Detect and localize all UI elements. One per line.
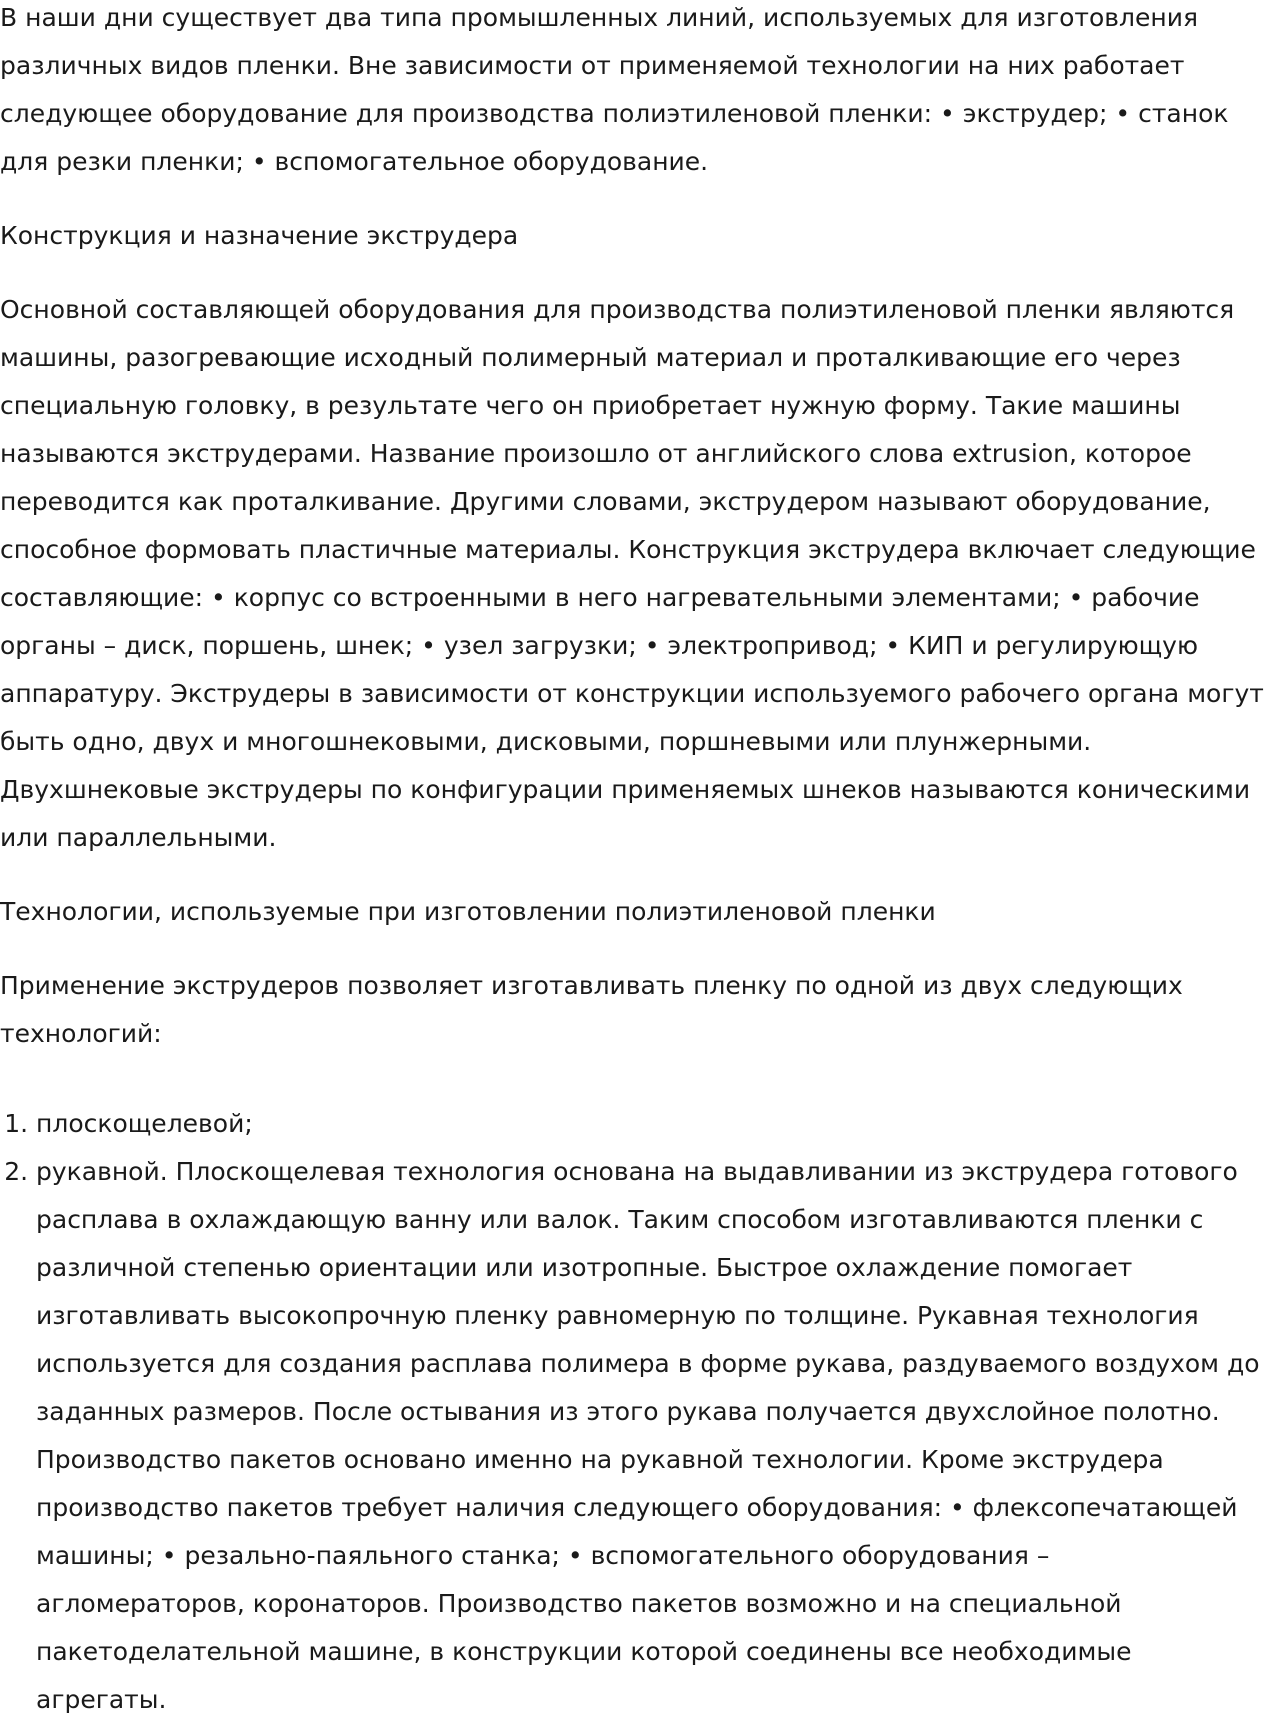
- technologies-list: [0, 1100, 1265, 1724]
- list-item: 2. рукавной. Плоскощелевая технология основана на выдавливании из экструдера готового расплава в охлаждающую ванну или валок. Таким способом изготавливаются пленки с различной степенью ориентации или изотропные. Быстрое охлаждение помогает изготавливать высокопрочную пленку равномерную по толщине. Рукавная технология используется для создания расплава полимера в форме рукава, раздуваемого воздухом до заданных размеров. После остывания из этого рукава получается двухслойное полотно. Производство пакетов основано именно на рукавной технологии. Кроме экструдера производство пакетов требует наличия следующего оборудования: • флексопечатающей машины; • резально-паяльного станка; • вспомогательного оборудования – агломераторов, коронаторов. Производство пакетов возможно и на специальной пакетоделательной машине, в конструкции которой соединены все необходимые агрегаты.: [36, 1148, 1265, 1724]
- section-heading-technologies: Технологии, используемые при изготовлении полиэтиленовой пленки: [0, 897, 936, 926]
- intro-paragraph: В наши дни существует два типа промышленных линий, используемых для изготовления различных видов пленки. Вне зависимости от применяемой технологии на них работает следующее оборудование для производства полиэтиленовой пленки: • экструдер; • станок для резки пленки; • вспомогательное оборудование.: [0, 3, 1229, 176]
- section-heading-extruder: Конструкция и назначение экструдера: [0, 221, 519, 250]
- list-item: 1. плоскощелевой;: [36, 1100, 1265, 1148]
- technologies-paragraph: Применение экструдеров позволяет изготавливать пленку по одной из двух следующих технологий:: [0, 971, 1183, 1048]
- extruder-paragraph: Основной составляющей оборудования для производства полиэтиленовой пленки являются машины, разогревающие исходный полимерный материал и проталкивающие его через специальную головку, в результате чего он приобретает нужную форму. Такие машины называются экструдерами. Название произошло от английского слова extrusion, которое переводится как проталкивание. Другими словами, экструдером называют оборудование, способное формовать пластичные материалы. Конструкция экструдера включает следующие составляющие: • корпус со встроенными в него нагревательными элементами; • рабочие органы – диск, поршень, шнек; • узел загрузки; • электропривод; • КИП и регулирующую аппаратуру. Экструдеры в зависимости от конструкции используемого рабочего органа могут быть одно, двух и многошнековыми, дисковыми, поршневыми или плунжерными. Двухшнековые экструдеры по конфигурации применяемых шнеков называются коническими или параллельными.: [0, 295, 1264, 852]
